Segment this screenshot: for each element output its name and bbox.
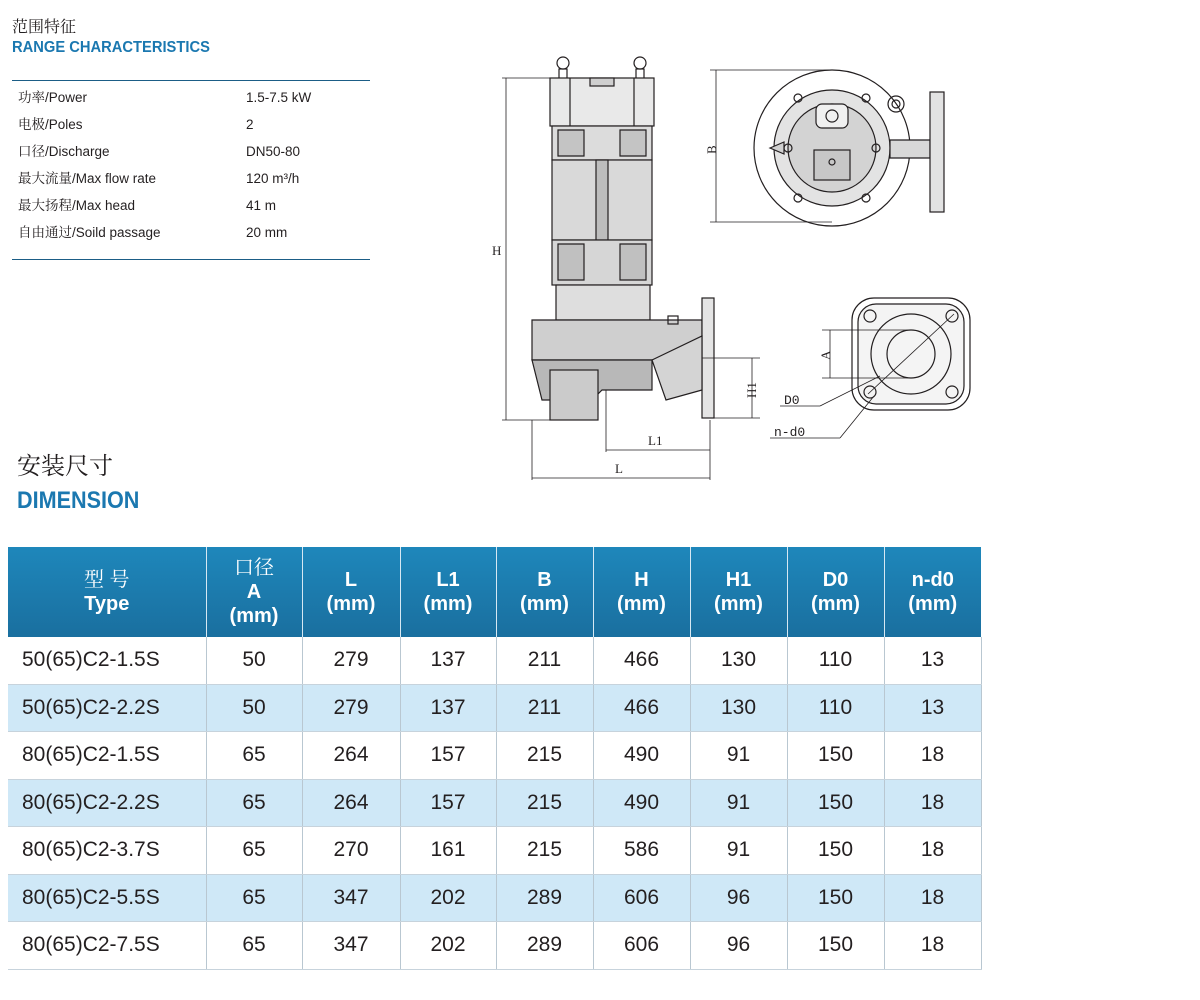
- table-row: [8, 779, 981, 827]
- table-cell: 150: [787, 732, 884, 780]
- table-cell: 110: [787, 684, 884, 732]
- table-cell: 150: [787, 874, 884, 922]
- table-cell: 202: [400, 922, 496, 970]
- col-header-type: 型 号 Type: [8, 547, 206, 637]
- table-row: [8, 637, 981, 684]
- label-H1: H1: [744, 382, 759, 398]
- col-header-l1: L1 (mm): [400, 547, 496, 637]
- spec-label: 功率/Power: [18, 90, 88, 105]
- col-header-n-d0: n-d0 (mm): [884, 547, 981, 637]
- table-cell: 65: [206, 732, 302, 780]
- spec-value: 20 mm: [246, 225, 288, 240]
- table-cell: 18: [884, 732, 981, 780]
- spec-value: DN50-80: [246, 144, 301, 159]
- table-cell: 110: [787, 637, 884, 684]
- label-D0: D0: [784, 393, 800, 408]
- table-cell: 96: [690, 874, 787, 922]
- table-cell: 466: [593, 637, 690, 684]
- col-header-h1: H1 (mm): [690, 547, 787, 637]
- label-A: A: [818, 350, 833, 360]
- table-cell: 150: [787, 922, 884, 970]
- table-cell: 161: [400, 827, 496, 875]
- spec-row: [12, 192, 370, 219]
- pump-dimension-drawing: [470, 40, 990, 485]
- table-cell: 157: [400, 779, 496, 827]
- col-header-h: H (mm): [593, 547, 690, 637]
- table-cell: 347: [302, 922, 400, 970]
- spec-label: 最大流量/Max flow rate: [18, 171, 157, 186]
- cell-type: 50(65)C2-1.5S: [8, 637, 206, 684]
- table-cell: 490: [593, 779, 690, 827]
- flange-view: [852, 298, 970, 410]
- table-cell: 137: [400, 637, 496, 684]
- col-header-a: 口径 A (mm): [206, 547, 302, 637]
- dimension-title-cn: 安装尺寸: [17, 453, 113, 480]
- spec-label: 电极/Poles: [18, 117, 83, 132]
- spec-value: 120 m³/h: [246, 171, 300, 186]
- table-cell: 606: [593, 922, 690, 970]
- table-cell: 18: [884, 779, 981, 827]
- table-cell: 91: [690, 827, 787, 875]
- table-cell: 215: [496, 732, 593, 780]
- table-cell: 264: [302, 732, 400, 780]
- table-cell: 13: [884, 637, 981, 684]
- table-cell: 270: [302, 827, 400, 875]
- col-header-l: L (mm): [302, 547, 400, 637]
- table-cell: 157: [400, 732, 496, 780]
- table-cell: 279: [302, 684, 400, 732]
- table-cell: 130: [690, 684, 787, 732]
- label-H: H: [492, 243, 502, 258]
- table-header-row: [8, 547, 981, 637]
- table-cell: 50: [206, 637, 302, 684]
- pump-top-view: [754, 70, 944, 226]
- label-L1: L1: [648, 433, 663, 448]
- spec-row: [12, 219, 370, 246]
- table-cell: 466: [593, 684, 690, 732]
- table-cell: 490: [593, 732, 690, 780]
- pump-side-view: [532, 57, 714, 420]
- table-cell: 50: [206, 684, 302, 732]
- range-divider-bottom: [12, 259, 370, 260]
- spec-row: [12, 138, 370, 165]
- dimension-title-en: DIMENSION: [17, 487, 140, 514]
- spec-value: 2: [246, 117, 254, 132]
- table-cell: 264: [302, 779, 400, 827]
- label-n-d0: n-d0: [774, 425, 806, 440]
- dimension-heading: [17, 452, 153, 516]
- range-divider-top: [12, 80, 370, 81]
- spec-label: 最大扬程/Max head: [18, 198, 136, 213]
- cell-type: 80(65)C2-5.5S: [8, 874, 206, 922]
- table-cell: 279: [302, 637, 400, 684]
- table-cell: 586: [593, 827, 690, 875]
- range-characteristics-section: [12, 18, 372, 240]
- spec-list: [12, 84, 370, 246]
- table-cell: 606: [593, 874, 690, 922]
- spec-value: 1.5-7.5 kW: [246, 90, 312, 105]
- range-title-cn: 范围特征: [12, 19, 77, 36]
- cell-type: 80(65)C2-2.2S: [8, 779, 206, 827]
- table-cell: 96: [690, 922, 787, 970]
- table-row: [8, 732, 981, 780]
- cell-type: 50(65)C2-2.2S: [8, 684, 206, 732]
- table-cell: 150: [787, 827, 884, 875]
- table-cell: 130: [690, 637, 787, 684]
- table-cell: 347: [302, 874, 400, 922]
- table-row: [8, 684, 981, 732]
- table-row: [8, 874, 981, 922]
- table-cell: 289: [496, 922, 593, 970]
- spec-row: [12, 84, 370, 111]
- table-cell: 65: [206, 827, 302, 875]
- dimension-table: [8, 547, 982, 970]
- table-cell: 18: [884, 827, 981, 875]
- table-cell: 289: [496, 874, 593, 922]
- table-cell: 211: [496, 684, 593, 732]
- table-body: [8, 637, 981, 969]
- table-cell: 137: [400, 684, 496, 732]
- cell-type: 80(65)C2-7.5S: [8, 922, 206, 970]
- table-row: [8, 827, 981, 875]
- label-L: L: [615, 461, 623, 476]
- table-cell: 91: [690, 732, 787, 780]
- range-title-en: RANGE CHARACTERISTICS: [12, 39, 210, 56]
- table-cell: 65: [206, 922, 302, 970]
- table-cell: 65: [206, 779, 302, 827]
- table-row: [8, 922, 981, 970]
- table-cell: 211: [496, 637, 593, 684]
- table-cell: 215: [496, 779, 593, 827]
- spec-row: [12, 165, 370, 192]
- table-cell: 202: [400, 874, 496, 922]
- table-cell: 215: [496, 827, 593, 875]
- spec-value: 41 m: [246, 198, 277, 213]
- table-cell: 91: [690, 779, 787, 827]
- label-B: B: [704, 145, 719, 154]
- table-cell: 13: [884, 684, 981, 732]
- table-cell: 65: [206, 874, 302, 922]
- spec-label: 口径/Discharge: [18, 144, 110, 159]
- cell-type: 80(65)C2-1.5S: [8, 732, 206, 780]
- spec-label: 自由通过/Soild passage: [18, 225, 161, 240]
- col-header-d0: D0 (mm): [787, 547, 884, 637]
- spec-row: [12, 111, 370, 138]
- table-cell: 18: [884, 922, 981, 970]
- col-header-b: B (mm): [496, 547, 593, 637]
- cell-type: 80(65)C2-3.7S: [8, 827, 206, 875]
- table-cell: 18: [884, 874, 981, 922]
- table-cell: 150: [787, 779, 884, 827]
